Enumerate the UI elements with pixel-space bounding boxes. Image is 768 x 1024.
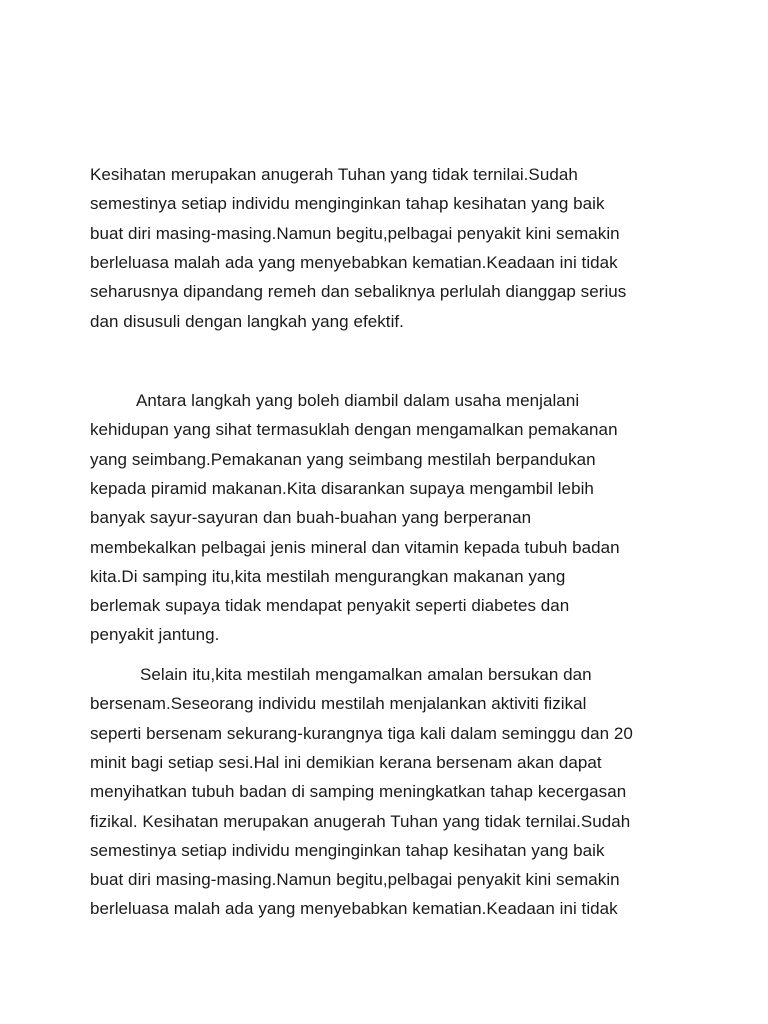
paragraph-1-line-1: Kesihatan merupakan anugerah Tuhan yang tidak ternilai.Sudah xyxy=(90,165,578,184)
paragraph-2-line-4: kepada piramid makanan.Kita disarankan supaya mengambil lebih xyxy=(90,478,594,498)
paragraph-1-line-5: seharusnya dipandang remeh dan sebaliknya perlulah dianggap serius xyxy=(90,282,627,302)
paragraph-3-line-5: menyihatkan tubuh badan di samping meningkatkan tahap kecergasan xyxy=(90,782,627,802)
paragraph-3-line-3: seperti bersenam sekurang-kurangnya tiga kali dalam seminggu dan 20 xyxy=(90,723,633,743)
paragraph-3-line-8: buat diri masing-masing.Namun begitu,pelbagai penyakit kini semakin xyxy=(90,870,620,890)
paragraph-2-line-8: berlemak supaya tidak mendapat penyakit seperti diabetes dan xyxy=(90,596,570,616)
paragraph-2-line-5: banyak sayur-sayuran dan buah-buahan yang berperanan xyxy=(90,508,532,528)
paragraph-2-line-9: penyakit jantung. xyxy=(90,625,220,645)
paragraph-1-line-2: semestinya setiap individu menginginkan tahap kesihatan yang baik xyxy=(90,194,605,214)
paragraph-3-line-4: minit bagi setiap sesi.Hal ini demikian kerana bersenam akan dapat xyxy=(90,752,602,772)
paragraph-3-line-6: fizikal. Kesihatan merupakan anugerah Tuhan yang tidak ternilai.Sudah xyxy=(90,811,631,831)
paragraph-2-line-6: membekalkan pelbagai jenis mineral dan vitamin kepada tubuh badan xyxy=(90,537,620,557)
paragraph-3-line-2: bersenam.Seseorang individu mestilah menjalankan aktiviti fizikal xyxy=(90,694,587,714)
paragraph-2-line-3: yang seimbang.Pemakanan yang seimbang mestilah berpandukan xyxy=(90,449,596,469)
paragraph-3-line-7: semestinya setiap individu menginginkan tahap kesihatan yang baik xyxy=(90,840,605,860)
paragraph-2-line-1: Antara langkah yang boleh diambil dalam usaha menjalani xyxy=(136,391,580,410)
paragraph-1-line-6: dan disusuli dengan langkah yang efektif. xyxy=(90,311,404,331)
paragraph-3-line-9: berleluasa malah ada yang menyebabkan kematian.Keadaan ini tidak xyxy=(90,899,618,919)
paragraph-1-line-3: buat diri masing-masing.Namun begitu,pelbagai penyakit kini semakin xyxy=(90,223,620,243)
paragraph-1-line-4: berleluasa malah ada yang menyebabkan kematian.Keadaan ini tidak xyxy=(90,252,618,272)
paragraph-2-line-7: kita.Di samping itu,kita mestilah mengurangkan makanan yang xyxy=(90,566,566,586)
paragraph-2-line-2: kehidupan yang sihat termasuklah dengan mengamalkan pemakanan xyxy=(90,420,618,440)
paragraph-3-line-1: Selain itu,kita mestilah mengamalkan amalan bersukan dan xyxy=(140,665,592,684)
